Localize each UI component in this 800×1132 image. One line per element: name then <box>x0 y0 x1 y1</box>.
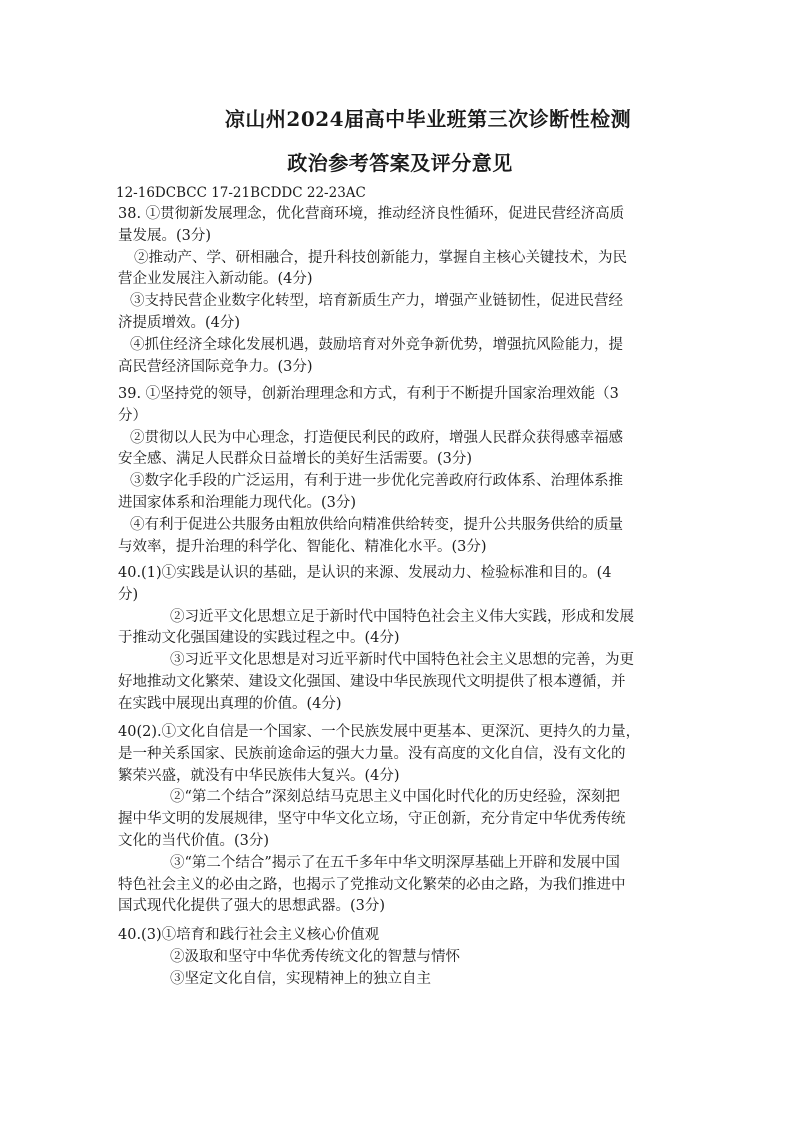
q39-line: 与效率，提升治理的科学化、智能化、精准化水平。(3分) <box>118 538 487 555</box>
q40-1-line: 好地推动文化繁荣、建设文化强国、建设中华民族现代文明提供了根本遵循，并 <box>118 673 626 690</box>
question-40-1 <box>118 563 698 716</box>
q38-line: 38. ①贯彻新发展理念，优化营商环境，推动经济良性循环，促进民营经济高质 <box>118 206 625 222</box>
q40-2-line: 文化的当代价值。(3分) <box>118 832 270 849</box>
question-40-2 <box>118 722 698 918</box>
q40-2-line: 特色社会主义的必由之路，也揭示了党推动文化繁荣的必由之路，为我们推进中 <box>118 876 626 893</box>
q40-2-line: 握中华文明的发展规律，坚守中华文化立场，守正创新，充分肯定中华优秀传统 <box>118 811 626 828</box>
q40-2-line: 40(2).①文化自信是一个国家、一个民族发展中更基本、更深沉、更持久的力量， <box>118 724 641 740</box>
choice-answers: 12-16DCBCC 17-21BCDDC 22-23AC <box>116 185 366 201</box>
document-subtitle: 政治参考答案及评分意见 <box>287 151 513 175</box>
q40-3-line: ②汲取和坚守中华优秀传统文化的智慧与情怀 <box>170 948 460 965</box>
q38-line: 营企业发展注入新动能。(4分) <box>118 271 313 288</box>
q39-line: 进国家体系和治理能力现代化。(3分) <box>118 494 357 511</box>
q40-1-line: 在实践中展现出真理的价值。(4分) <box>118 695 342 712</box>
q40-3-line: ③坚定文化自信，实现精神上的独立自主 <box>170 970 431 987</box>
q40-1-line: ③习近平文化思想是对习近平新时代中国特色社会主义思想的完善，为更 <box>170 652 634 669</box>
question-39 <box>118 384 698 558</box>
q40-1-line: 分) <box>118 586 139 603</box>
q38-line: ④抓住经济全球化发展机遇，鼓励培育对外竞争新优势，增强抗风险能力，提 <box>130 336 623 353</box>
q39-line: ④有利于促进公共服务由粗放供给向精准供给转变，提升公共服务供给的质量 <box>130 516 623 533</box>
q38-line: 济提质增效。(4分) <box>118 314 241 331</box>
q39-line: 安全感、满足人民群众日益增长的美好生活需要。(3分) <box>118 451 473 468</box>
q40-2-line: ③“第二个结合”揭示了在五千多年中华文明深厚基础上开辟和发展中国 <box>170 854 620 871</box>
q40-1-line: 于推动文化强国建设的实践过程之中。(4分) <box>118 630 400 647</box>
q39-line: 分） <box>118 407 147 424</box>
question-38 <box>118 204 698 378</box>
q40-1-line: 40.(1)①实践是认识的基础，是认识的来源、发展动力、检验标准和目的。(4 <box>118 565 612 581</box>
q39-line: ②贯彻以人民为中心理念，打造便民利民的政府，增强人民群众获得感幸福感 <box>130 429 623 446</box>
q38-line: 量发展。(3分) <box>118 227 212 244</box>
document-title: 凉山州2024届高中毕业班第三次诊断性检测 <box>224 107 632 131</box>
q40-2-line: ②“第二个结合”深刻总结马克思主义中国化时代化的历史经验，深刻把 <box>170 789 620 806</box>
question-40-3 <box>118 925 698 990</box>
q38-line: 高民营经济国际竞争力。(3分) <box>118 358 313 375</box>
q40-2-line: 是一种关系国家、民族前途命运的强大力量。没有高度的文化自信，没有文化的 <box>118 745 626 762</box>
q40-2-line: 国式现代化提供了强大的思想武器。(3分) <box>118 898 386 915</box>
q40-3-line: 40.(3)①培育和践行社会主义核心价值观 <box>118 927 380 943</box>
q40-1-line: ②习近平文化思想立足于新时代中国特色社会主义伟大实践，形成和发展 <box>170 608 634 625</box>
q39-line: 39. ①坚持党的领导，创新治理理念和方式，有利于不断提升国家治理效能（3 <box>118 386 619 402</box>
q39-line: ③数字化手段的广泛运用，有利于进一步优化完善政府行政体系、治理体系推 <box>130 473 623 490</box>
q40-2-line: 繁荣兴盛，就没有中华民族伟大复兴。(4分) <box>118 767 400 784</box>
q38-line: ③支持民营企业数字化转型，培育新质生产力，增强产业链韧性，促进民营经 <box>130 293 623 310</box>
q38-line: ②推动产、学、研相融合，提升科技创新能力，掌握自主核心关键技术，为民 <box>134 249 627 266</box>
